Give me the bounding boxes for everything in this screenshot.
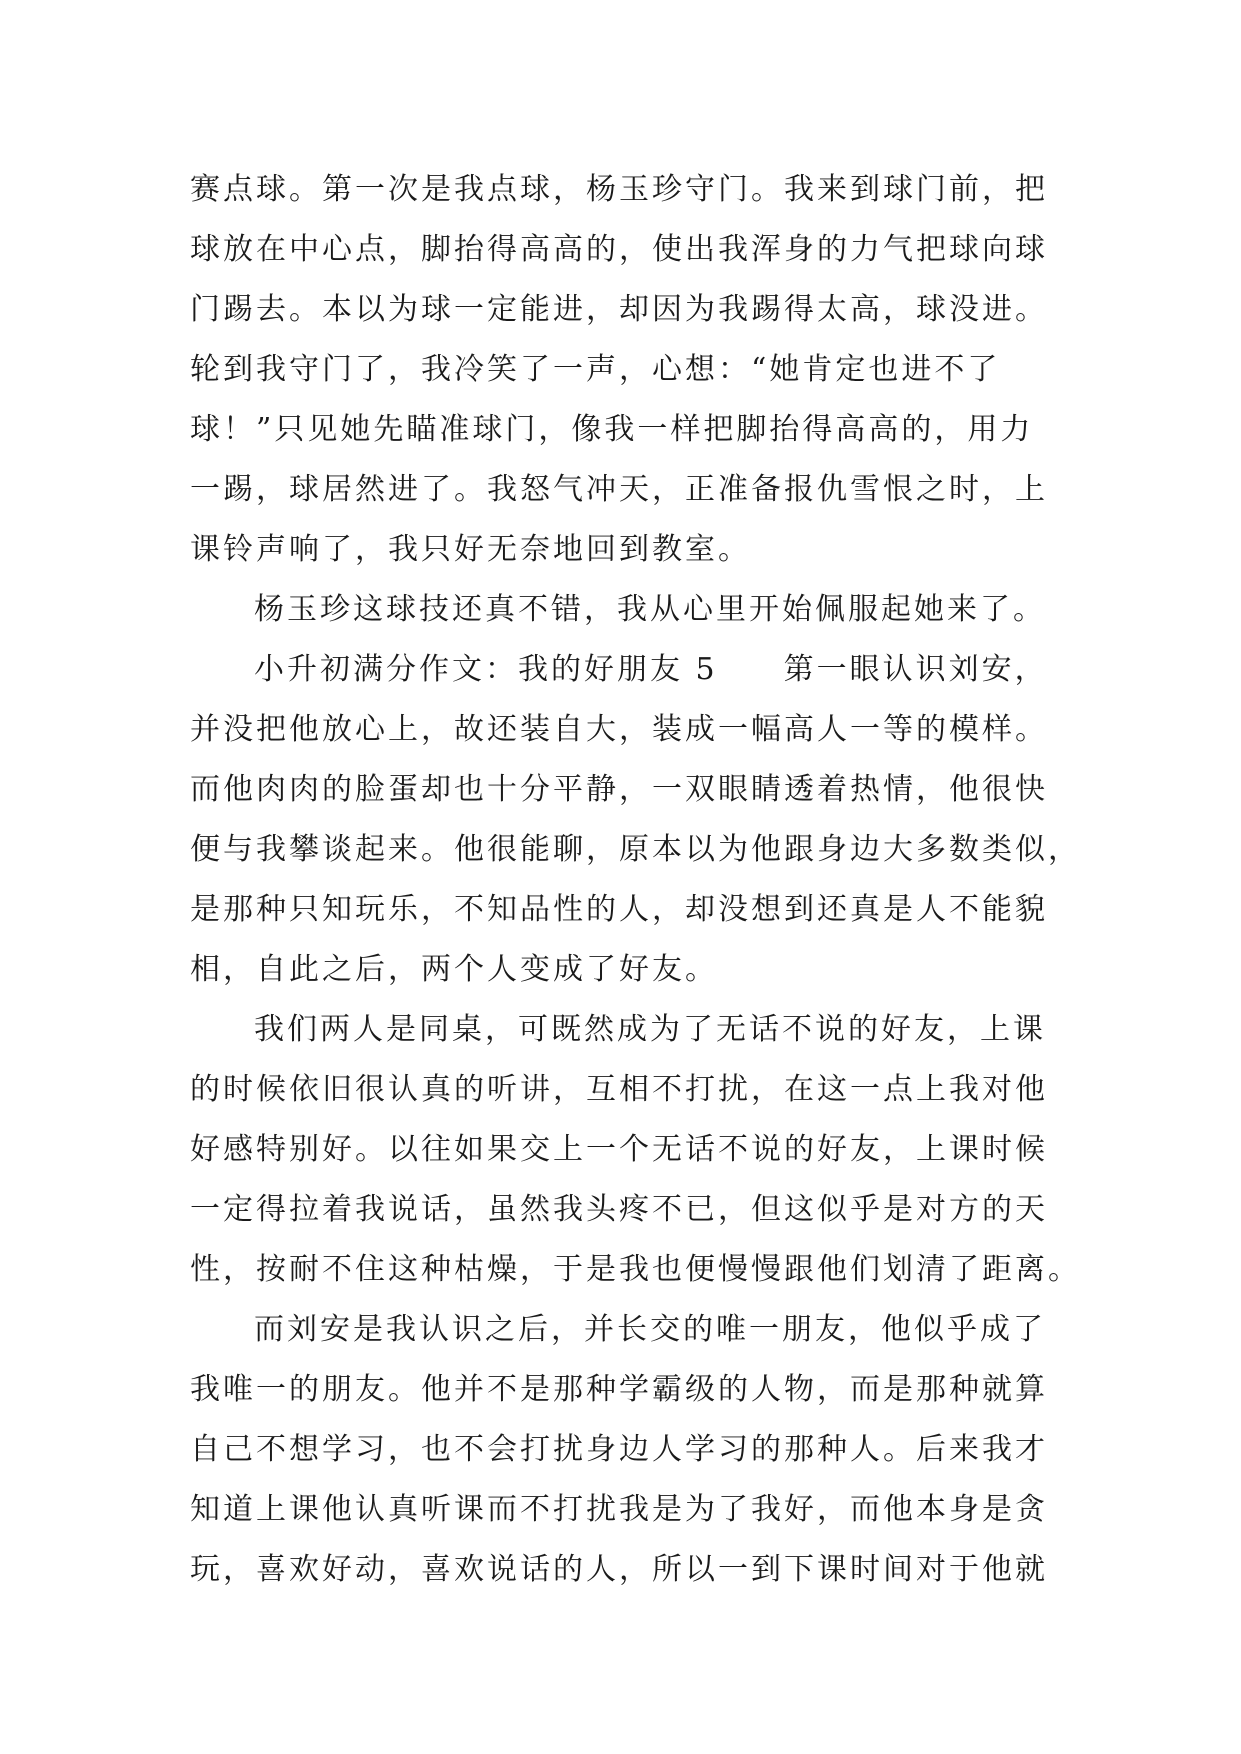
essay-heading-line: 小升初满分作文：我的好朋友 5 第一眼认识刘安， — [254, 652, 1048, 687]
text-line: 我唯一的朋友。他并不是那种学霸级的人物，而是那种就算 — [190, 1372, 1048, 1407]
paragraph-start-line: 而刘安是我认识之后，并长交的唯一朋友，他似乎成了 — [254, 1312, 1046, 1347]
text-line: 的时候依旧很认真的听讲，互相不打扰，在这一点上我对他 — [190, 1072, 1048, 1107]
text-line: 便与我攀谈起来。他很能聊，原本以为他跟身边大多数类似， — [190, 832, 1081, 867]
text-line: 赛点球。第一次是我点球，杨玉珍守门。我来到球门前，把 — [190, 172, 1048, 207]
text-line: 一定得拉着我说话，虽然我头疼不已，但这似乎是对方的天 — [190, 1192, 1048, 1227]
text-line: 课铃声响了，我只好无奈地回到教室。 — [190, 532, 751, 567]
text-line: 而他肉肉的脸蛋却也十分平静，一双眼睛透着热情，他很快 — [190, 772, 1048, 807]
text-line: 球！”只见她先瞄准球门，像我一样把脚抬得高高的，用力 — [190, 412, 1034, 447]
text-line: 性，按耐不住这种枯燥，于是我也便慢慢跟他们划清了距离。 — [190, 1252, 1081, 1287]
text-line: 轮到我守门了，我冷笑了一声，心想：“她肯定也进不了 — [190, 352, 1001, 387]
text-line: 并没把他放心上，故还装自大，装成一幅高人一等的模样。 — [190, 712, 1048, 747]
text-line: 是那种只知玩乐，不知品性的人，却没想到还真是人不能貌 — [190, 892, 1048, 927]
text-line: 玩，喜欢好动，喜欢说话的人，所以一到下课时间对于他就 — [190, 1552, 1048, 1587]
text-line: 球放在中心点，脚抬得高高的，使出我浑身的力气把球向球 — [190, 232, 1048, 267]
paragraph-start-line: 杨玉珍这球技还真不错，我从心里开始佩服起她来了。 — [254, 592, 1046, 627]
text-line: 一踢，球居然进了。我怒气冲天，正准备报仇雪恨之时，上 — [190, 472, 1048, 507]
paragraph-start-line: 我们两人是同桌，可既然成为了无话不说的好友，上课 — [254, 1012, 1046, 1047]
text-line: 知道上课他认真听课而不打扰我是为了我好，而他本身是贪 — [190, 1492, 1048, 1527]
text-line: 门踢去。本以为球一定能进，却因为我踢得太高，球没进。 — [190, 292, 1048, 327]
text-line: 自己不想学习，也不会打扰身边人学习的那种人。后来我才 — [190, 1432, 1048, 1467]
text-line: 好感特别好。以往如果交上一个无话不说的好友，上课时候 — [190, 1132, 1048, 1167]
text-line: 相，自此之后，两个人变成了好友。 — [190, 952, 718, 987]
essay-text — [190, 160, 1090, 1600]
